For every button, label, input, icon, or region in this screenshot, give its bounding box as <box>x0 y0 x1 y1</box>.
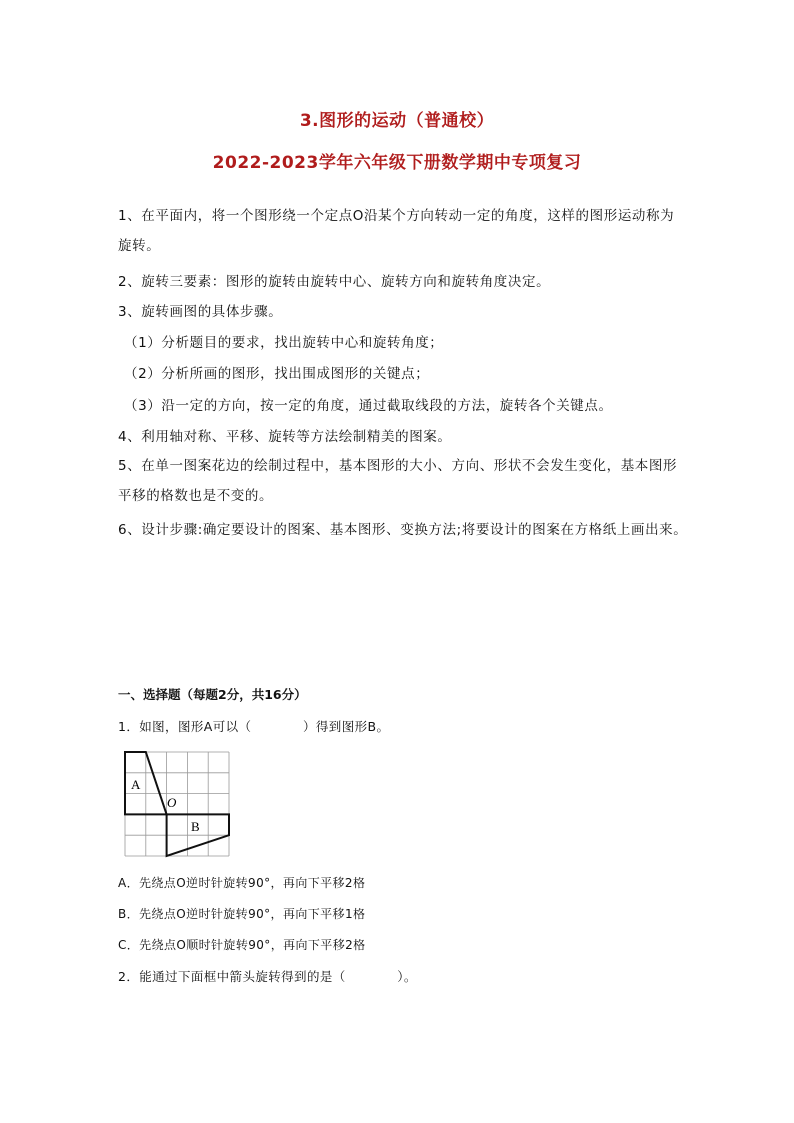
knowledge-point-4: 4、利用轴对称、平移、旋转等方法绘制精美的图案。 <box>118 429 452 445</box>
question-2-stem: 2．能通过下面框中箭头旋转得到的是（ ）。 <box>118 969 417 984</box>
knowledge-point-3-1: （1）分析题目的要求，找出旋转中心和旋转角度； <box>124 335 444 351</box>
knowledge-point-5: 5、在单一图案花边的绘制过程中，基本图形的大小、方向、形状不会发生变化，基本图形平移的格数也是不变的。 <box>118 458 678 504</box>
label-a: A <box>131 777 141 792</box>
label-b: B <box>191 819 200 834</box>
question-1-stem: 1．如图，图形A可以（ ）得到图形B。 <box>118 719 390 734</box>
option-b: B．先绕点O逆时针旋转90°，再向下平移1格 <box>118 907 366 921</box>
option-a: A．先绕点O逆时针旋转90°，再向下平移2格 <box>118 876 366 890</box>
title-line-2: 2022-2023学年六年级下册数学期中专项复习 <box>212 153 582 173</box>
knowledge-point-3: 3、旋转画图的具体步骤。 <box>118 304 283 320</box>
knowledge-point-3-2: （2）分析所画的图形，找出围成图形的关键点； <box>124 366 430 382</box>
option-c: C．先绕点O顺时针旋转90°，再向下平移2格 <box>118 938 366 952</box>
knowledge-point-2: 2、旋转三要素：图形的旋转由旋转中心、旋转方向和旋转角度决定。 <box>118 274 551 290</box>
label-o: O <box>167 795 177 810</box>
knowledge-point-6: 6、设计步骤:确定要设计的图案、基本图形、变换方法;将要设计的图案在方格纸上画出来。 <box>118 522 688 538</box>
rotation-grid-figure <box>122 749 232 859</box>
knowledge-point-3-3: （3）沿一定的方向，按一定的角度，通过截取线段的方法，旋转各个关键点。 <box>124 398 613 414</box>
section-heading: 一、选择题（每题2分，共16分） <box>118 687 307 702</box>
knowledge-point-1: 1、在平面内，将一个图形绕一个定点O沿某个方向转动一定的角度，这样的图形运动称为旋转。 <box>118 208 675 254</box>
title-line-1: 3.图形的运动（普通校） <box>299 111 495 131</box>
